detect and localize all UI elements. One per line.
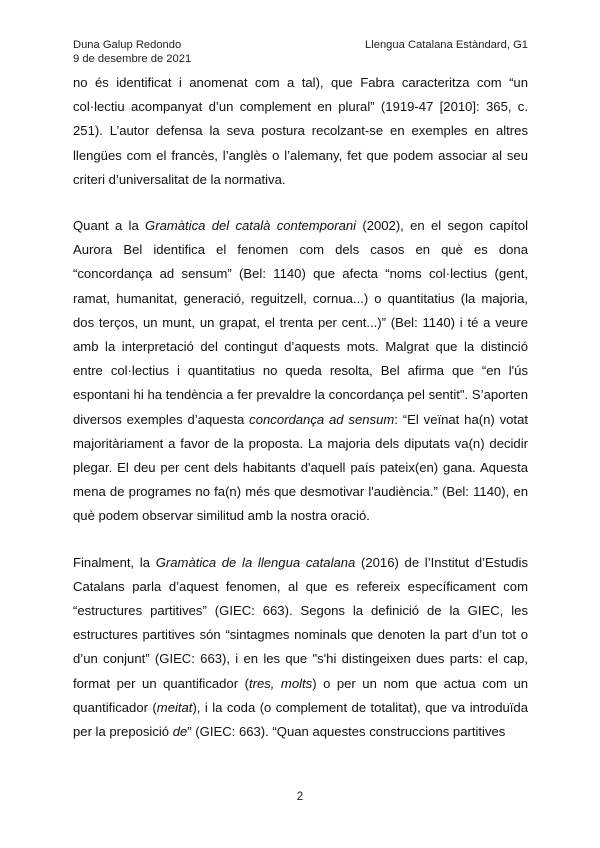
text-segment: (2016) de l’Institut d’Estudis Catalans parla d’aquest fenomen, al que es refereix específicament com “estructures partitives” (GIEC: 663). Segons la definició de la GIEC, les estructures partitives són “sintagmes nominals que denoten la part d’un tot o d’un conjunt” (GIEC: 663), i en les que "s'hi distingeixen dues parts: el cap, format per un quantificador ( xyxy=(73,554,528,691)
paragraph xyxy=(73,214,528,529)
text-segment: ” (GIEC: 663). “Quan aquestes construccions partitives xyxy=(187,724,506,740)
course-title: Llengua Catalana Estàndard, G1 xyxy=(365,39,528,51)
italic-term: concordança ad sensum xyxy=(249,411,395,427)
text-segment: (2002), en el segon capítol Aurora Bel identifica el fenomen com dels casos en què es dona “concordança ad sensum” (Bel: 1140) que afecta “noms col·lectius (gent, ramat, humanitat, generació, reguitzell, cornua...) o quantitatius (la majoria, dos terços, un munt, un grapat, el trenta per cent...)” (Bel: 1140) i té a veure amb la interpretació del contingut d’aquests mots. Malgrat que la distinció entre col·lectius i quantitatius no queda resolta, Bel afirma que “en l'ús espontani hi ha tendència a fer prevaldre la concordança pel sentit". S’aporten diversos exemples d’aquesta xyxy=(73,218,528,427)
italic-book-title: Gramàtica de la llengua catalana xyxy=(155,554,356,570)
paragraph xyxy=(73,71,528,192)
italic-example: meitat xyxy=(156,699,193,715)
header-left xyxy=(73,38,191,66)
text-segment: Quant a la xyxy=(73,218,146,234)
author-name: Duna Galup Redondo xyxy=(73,39,182,51)
text-segment: ) o per un nom que actua com un quantificador ( xyxy=(73,675,529,715)
document-date: 9 de desembre de 2021 xyxy=(73,53,192,65)
text-segment: no és identificat i anomenat com a tal), que Fabra caracteritza com “un col·lectiu acompanyat d’un complement en plural” (1919-47 [2010]: 365, c. 251). L’autor defensa la seva postura recolzant-se en exemples en altres llengües com el francès, l’anglès o l’alemany, fet que podem associar al seu criteri d’universalitat de la normativa. xyxy=(73,75,528,187)
text-segment: : “El veïnat ha(n) votat majoritàriament a favor de la proposta. La majoria dels diputats va(n) decidir plegar. El deu per cent dels habitants d'aquell país pateix(en) gana. Aquesta mena de programes no fa(n) més que desmotivar l'audiència.” (Bel: 1140), en què podem observar similitud amb la nostra oració. xyxy=(73,411,528,524)
italic-example: tres, molts xyxy=(248,675,313,691)
paragraph xyxy=(73,551,528,745)
italic-book-title: Gramàtica del català contemporani xyxy=(145,218,357,234)
italic-example: de xyxy=(172,724,188,740)
text-segment: ), i la coda (o complement de totalitat), que va introduïda per la preposició xyxy=(73,699,528,740)
page-number: 2 xyxy=(296,791,304,803)
body-text xyxy=(73,71,528,744)
text-segment: Finalment, la xyxy=(73,554,156,570)
